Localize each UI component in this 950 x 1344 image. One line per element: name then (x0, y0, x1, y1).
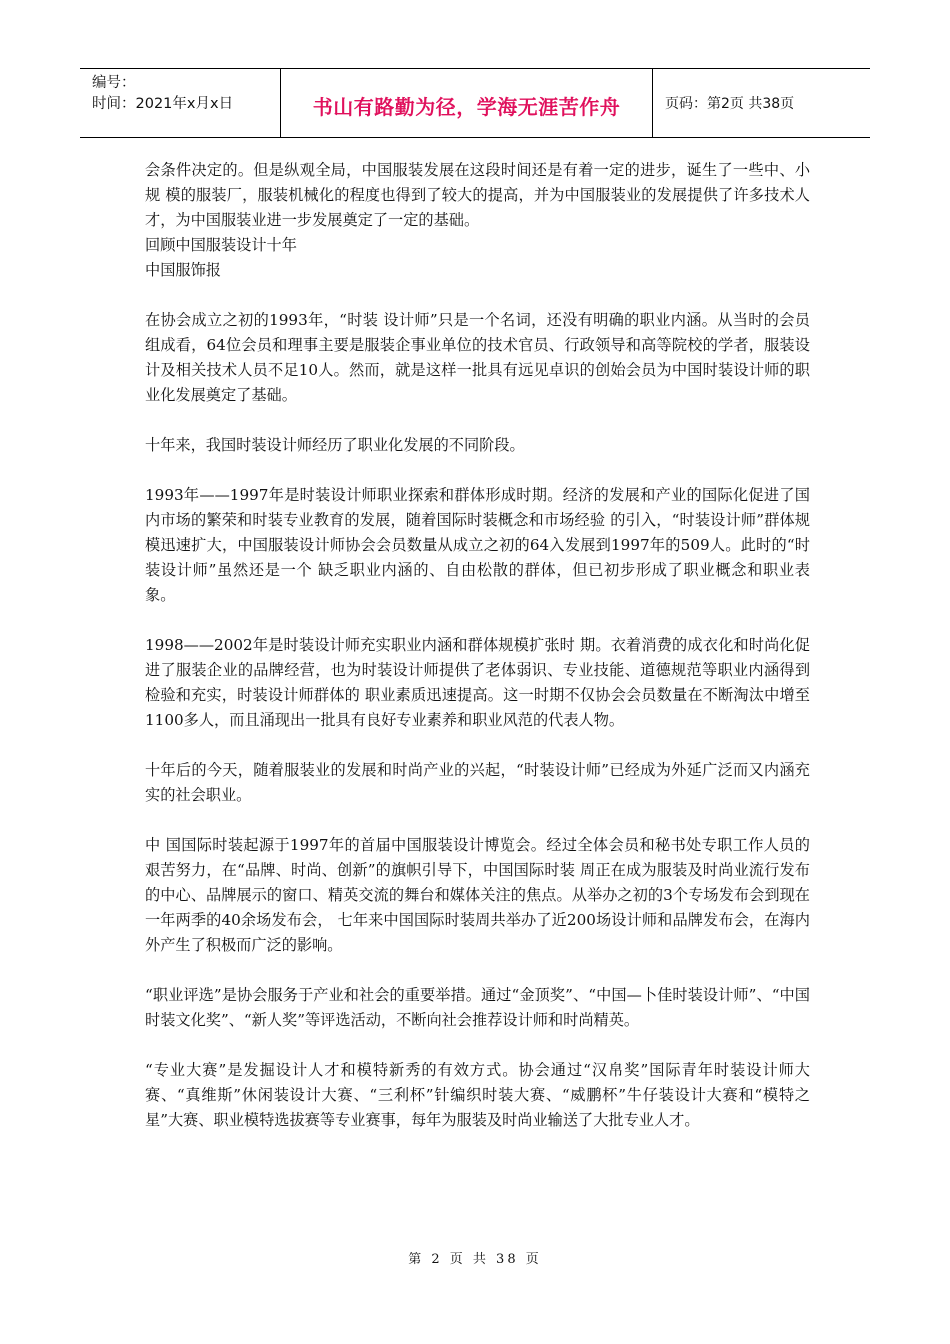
paragraph: 十年来，我国时装设计师经历了职业化发展的不同阶段。 (145, 436, 525, 454)
article-source: 中国服饰报 (145, 261, 221, 279)
paragraph: “专业大赛”是发掘设计人才和模特新秀的有效方式。协会通过“汉帛奖”国际青年时装设计师大赛、“真维斯”休闲装设计大赛、“三利杯”针编织时装大赛、“威鹏杯”牛仔装设计大赛和“模特之星”大赛、职业模特选拔赛等专业赛事，每年为服装及时尚业输送了大批专业人才。 (145, 1061, 810, 1129)
paragraph: 会条件决定的。但是纵观全局，中国服装发展在这段时间还是有着一定的进步，诞生了一些中、小规 模的服装厂，服装机械化的程度也得到了较大的提高，并为中国服装业的发展提供了许多技术人才，为中国服装业进一步发展奠定了一定的基础。 (145, 161, 810, 229)
header-page-label: 页码：第2页 共38页 (665, 96, 795, 112)
page-header (80, 68, 870, 138)
paragraph: “职业评选”是协会服务于产业和社会的重要举措。通过“金顶奖”、“中国—卜佳时装设计师”、“中国时装文化奖”、“新人奖”等评选活动，不断向社会推荐设计师和时尚精英。 (145, 986, 810, 1029)
paragraph: 中 国国际时装起源于1997年的首届中国服装设计博览会。经过全体会员和秘书处专职工作人员的艰苦努力，在“品牌、时尚、创新”的旗帜引导下，中国国际时装 周正在成为服装及时尚业流行发布的中心、品牌展示的窗口、精英交流的舞台和媒体关注的焦点。从举办之初的3个专场发布会到现在一年两季的40余场发布会， 七年来中国国际时装周共举办了近200场设计师和品牌发布会，在海内外产生了积极而广泛的影响。 (145, 836, 810, 954)
document-number-label: 编号： (92, 75, 136, 91)
header-motto: 书山有路勤为径，学海无涯苦作舟 (312, 94, 621, 119)
header-motto-cell (281, 69, 653, 137)
paragraph: 在协会成立之初的1993年，“时装 设计师”只是一个名词，还没有明确的职业内涵。从当时的会员组成看，64位会员和理事主要是服装企事业单位的技术官员、行政领导和高等院校的学者，服装设 计及相关技术人员不足10人。然而，就是这样一批具有远见卓识的创始会员为中国时装设计师的职业化发展奠定了基础。 (145, 311, 810, 404)
footer-page-number: 第 2 页 共 38 页 (408, 1252, 542, 1267)
document-time-label: 时间：2021年x月x日 (92, 96, 234, 112)
paragraph: 1998——2002年是时装设计师充实职业内涵和群体规模扩张时 期。衣着消费的成衣化和时尚化促进了服装企业的品牌经营，也为时装设计师提供了老体弱识、专业技能、道德规范等职业内涵得到检验和充实，时装设计师群体的 职业素质迅速提高。这一时期不仅协会会员数量在不断淘汰中增至1100多人，而且涌现出一批具有良好专业素养和职业风范的代表人物。 (145, 636, 810, 729)
header-meta (80, 69, 281, 137)
document-body (145, 158, 810, 1158)
page-footer (0, 1248, 950, 1267)
article-title: 回顾中国服装设计十年 (145, 236, 297, 254)
header-page-cell (653, 69, 870, 137)
paragraph: 十年后的今天，随着服装业的发展和时尚产业的兴起，“时装设计师”已经成为外延广泛而又内涵充实的社会职业。 (145, 761, 810, 804)
paragraph: 1993年——1997年是时装设计师职业探索和群体形成时期。经济的发展和产业的国际化促进了国内市场的繁荣和时装专业教育的发展，随着国际时装概念和市场经验 的引入，“时装设计师”群体规模迅速扩大，中国服装设计师协会会员数量从成立之初的64入发展到1997年的509人。此时的“时装设计师”虽然还是一个 缺乏职业内涵的、自由松散的群体，但已初步形成了职业概念和职业表象。 (145, 486, 810, 604)
